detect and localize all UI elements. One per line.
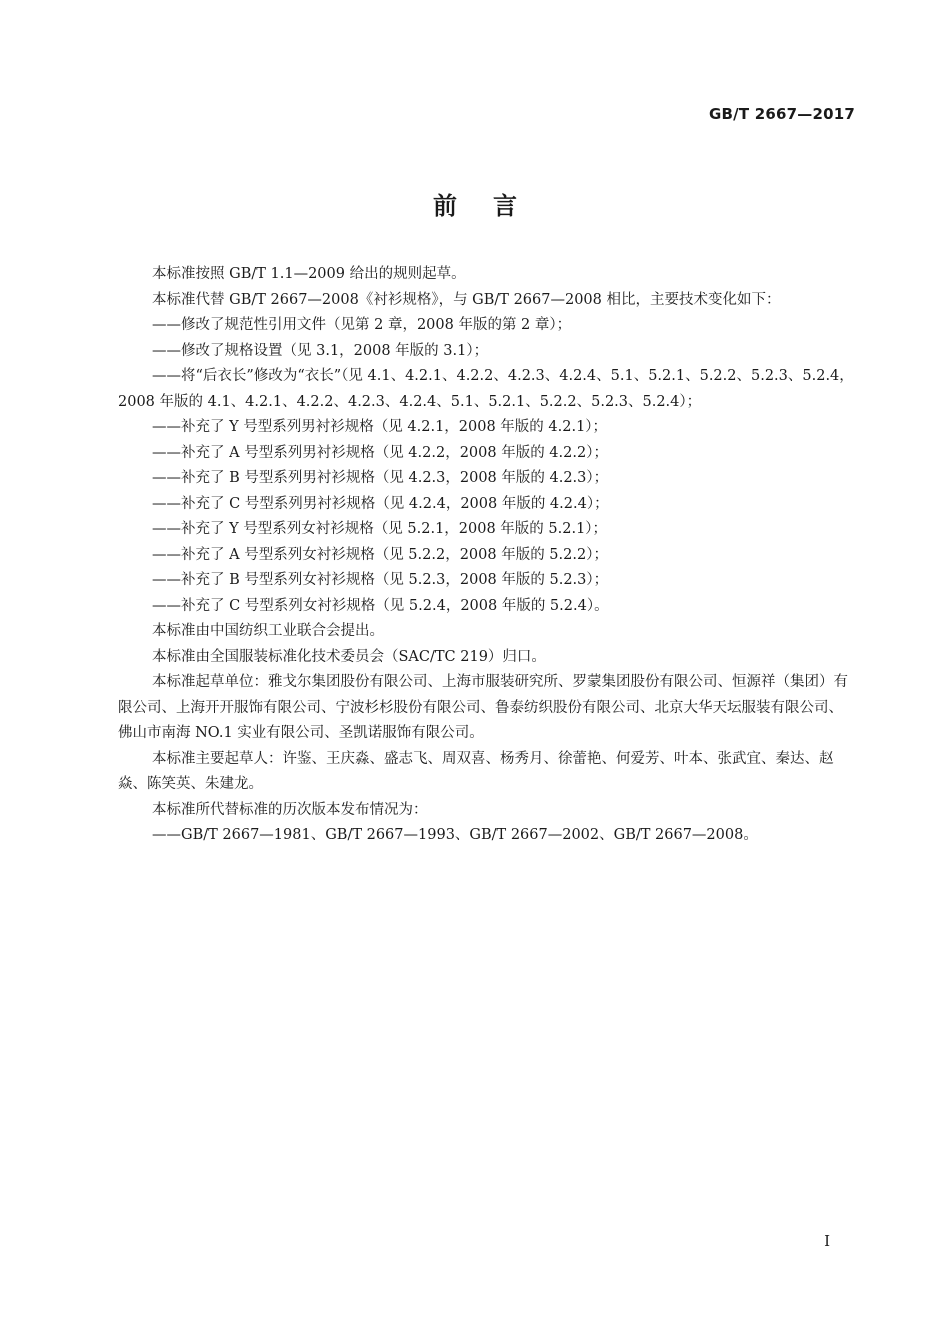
list-item-change: ——补充了 C 号型系列女衬衫规格（见 5.2.4，2008 年版的 5.2.4）。 xyxy=(152,597,609,614)
list-item-change: ——补充了 B 号型系列女衬衫规格（见 5.2.3，2008 年版的 5.2.3）； xyxy=(152,572,609,588)
list-item-change: ——补充了 Y 号型系列女衬衫规格（见 5.2.1，2008 年版的 5.2.1）； xyxy=(152,521,608,537)
list-item-change: ——修改了规范性引用文件（见第 2 章，2008 年版的第 2 章）； xyxy=(152,317,572,333)
list-item-change: ——将“后衣长”修改为“衣长”（见 4.1、4.2.1、4.2.2、4.2.3、4.2.4、5.1、5.2.1、5.2.2、5.2.3、5.2.4，2008 年版的 4.1、4.2.1、4.2.2、4.2.3、4.2.4、5.1、5.2.1、5.2.2、5.2.3、5.2.4）； xyxy=(118,368,854,410)
paragraph-drafting-rules: 本标准按照 GB/T 1.1—2009 给出的规则起草。 xyxy=(152,266,466,282)
list-item-change: ——修改了规格设置（见 3.1，2008 年版的 3.1）； xyxy=(152,342,489,359)
standard-number: GB/T 2667—2017 xyxy=(709,105,855,123)
list-item-change: ——补充了 A 号型系列女衬衫规格（见 5.2.2，2008 年版的 5.2.2）； xyxy=(152,546,608,563)
list-item-history: ——GB/T 2667—1981、GB/T 2667—1993、GB/T 2667—2002、GB/T 2667—2008。 xyxy=(152,827,758,843)
paragraph-proposer: 本标准由中国纺织工业联合会提出。 xyxy=(152,623,384,639)
page-number: I xyxy=(824,1232,830,1250)
list-item-change: ——补充了 Y 号型系列男衬衫规格（见 4.2.1，2008 年版的 4.2.1）； xyxy=(152,419,608,435)
paragraph-history-intro: 本标准所代替标准的历次版本发布情况为： xyxy=(152,801,428,818)
paragraph-committee: 本标准由全国服装标准化技术委员会（SAC/TC 219）归口。 xyxy=(152,648,546,665)
paragraph-drafters: 本标准主要起草人：许鉴、王庆淼、盛志飞、周双喜、杨秀月、徐蕾艳、何爱芳、叶本、张武宜、秦达、赵焱、陈笑英、朱建龙。 xyxy=(118,750,834,792)
paragraph-replaces: 本标准代替 GB/T 2667—2008《衬衫规格》，与 GB/T 2667—2008 相比，主要技术变化如下： xyxy=(152,291,781,308)
page-title: 前言 xyxy=(433,192,553,220)
paragraph-drafting-units: 本标准起草单位：雅戈尔集团股份有限公司、上海市服装研究所、罗蒙集团股份有限公司、恒源祥（集团）有限公司、上海开开服饰有限公司、宁波杉杉股份有限公司、鲁泰纺织股份有限公司、北京大华天坛服装有限公司、佛山市南海 NO.1 实业有限公司、圣凯诺服饰有限公司。 xyxy=(118,674,848,741)
list-item-change: ——补充了 A 号型系列男衬衫规格（见 4.2.2，2008 年版的 4.2.2）； xyxy=(152,444,608,461)
list-item-change: ——补充了 B 号型系列男衬衫规格（见 4.2.3，2008 年版的 4.2.3）； xyxy=(152,470,609,486)
list-item-change: ——补充了 C 号型系列男衬衫规格（见 4.2.4，2008 年版的 4.2.4）； xyxy=(152,495,609,512)
document-body xyxy=(118,262,857,849)
